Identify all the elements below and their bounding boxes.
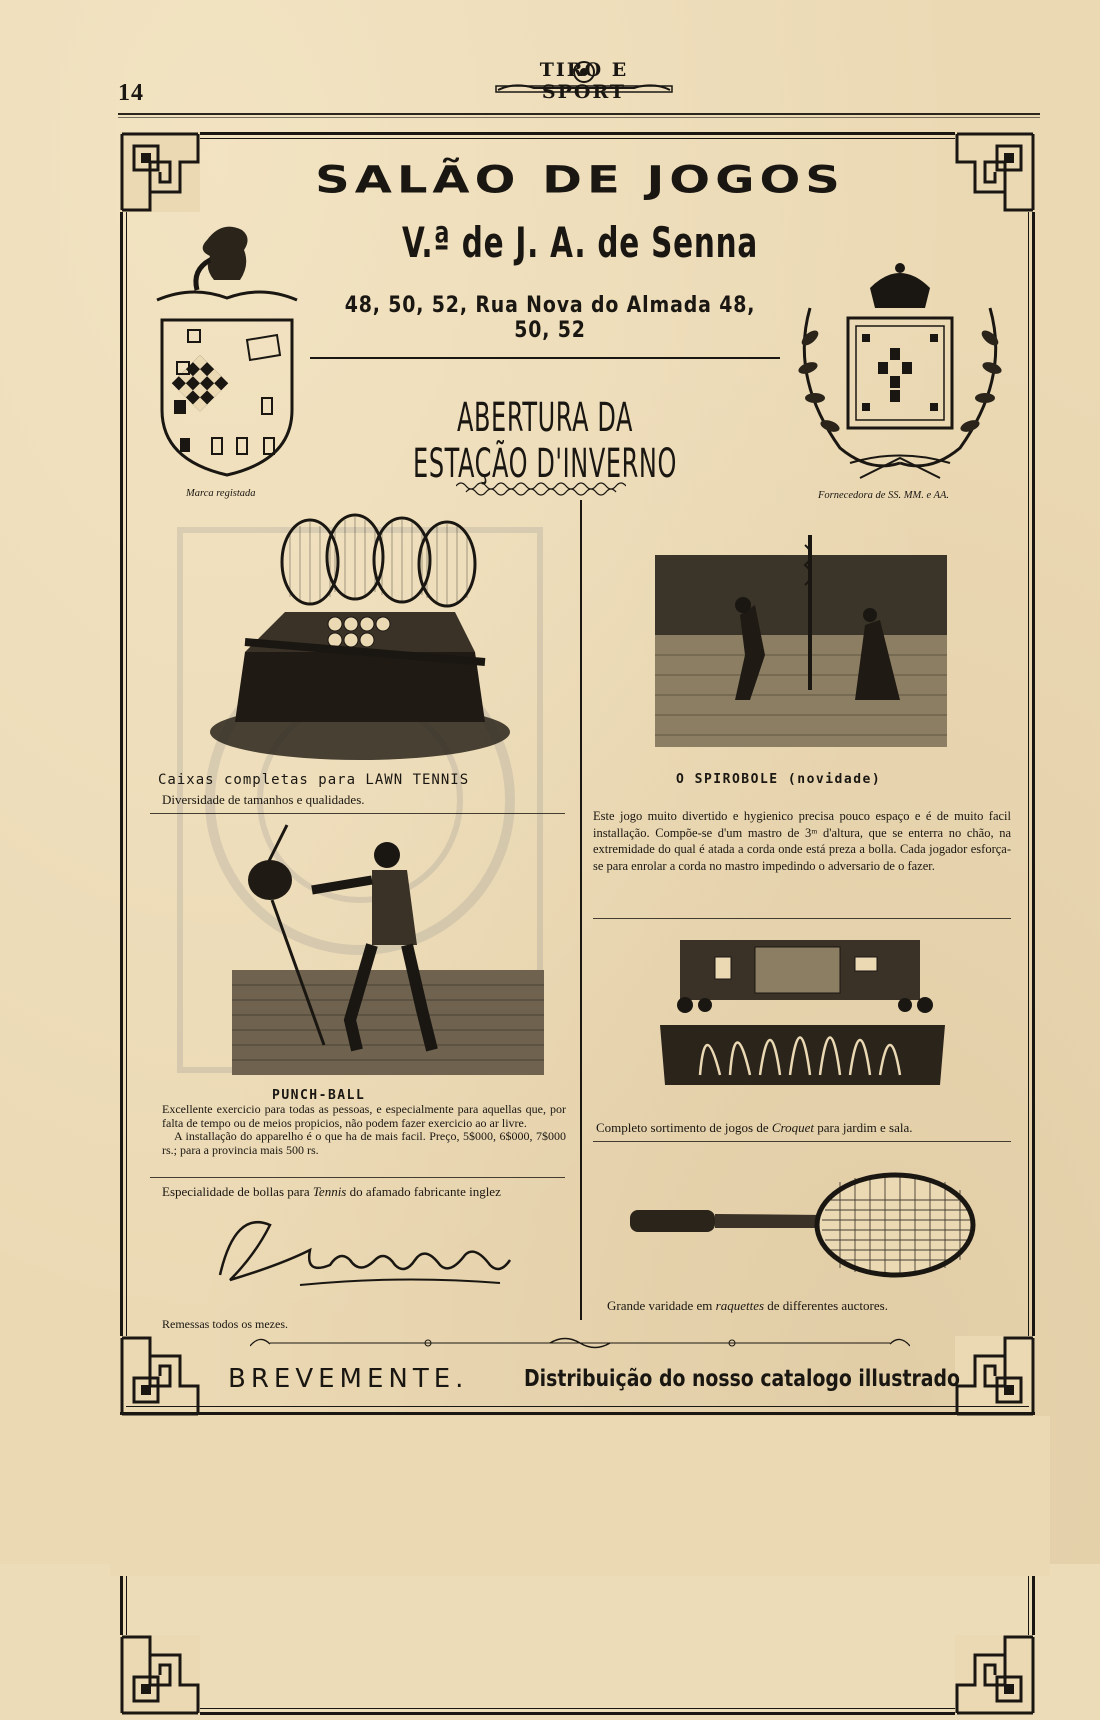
punch-ball-text-1: Excellente exercicio para todas as pessoas, e especialmente para aquellas que, por falta de tempo ou de meios propicios, não podem fazer exercicio ao ar livre. [162, 1102, 566, 1130]
corner-ornament-top-right [955, 132, 1035, 212]
racquets-suffix: de differentes auctores. [764, 1298, 888, 1313]
croquet-caption-prefix: Completo sortimento de jogos de [596, 1120, 772, 1135]
footer-ornament-rule [250, 1334, 910, 1352]
firm-name: V.ª de J. A. de Senna [401, 218, 759, 267]
croquet-caption [596, 1120, 913, 1136]
trademark-emblem [152, 220, 302, 480]
racquets-caption [607, 1298, 888, 1314]
spirobole-text: Este jogo muito divertido e hygienico precisa pouco espaço e é de muito facil installação. Compõe-se d'um mastro de 3ᵐ d'altura, que se enterra no chão, na extremidade do qual é atada a corda onde está preza a bolla. Cada jogador esforça-se para enrolar a corda no mastro impedindo o adversario de o fazer. [593, 809, 1011, 873]
tennis-balls-emphasis: Tennis [312, 1184, 347, 1199]
spirobole-description [593, 808, 1011, 874]
tennis-balls-suffix: do afamado fabricante inglez [346, 1184, 501, 1199]
tennis-balls-prefix: Especialidade de bollas para [162, 1184, 313, 1199]
header-rule-thin [118, 117, 1040, 118]
slazenger-signature [200, 1205, 520, 1300]
croquet-caption-emphasis: Croquet [771, 1120, 814, 1135]
shipping-note: Remessas todos os mezes. [162, 1317, 288, 1331]
spirobole-title: O SPIROBOLE (novidade) [676, 772, 882, 787]
headline-rule [310, 357, 780, 359]
punch-ball-text-2: A installação do apparelho é o que ha de mais facil. Preço, 5$000, 6$000, 7$000 rs.; para a provincia mais 500 rs. [162, 1129, 566, 1157]
tennis-balls-caption [162, 1184, 501, 1200]
racquets-prefix: Grande varidade em [607, 1298, 716, 1313]
separator-left-2 [150, 1177, 565, 1178]
advert-frame-bottom [120, 1412, 1035, 1415]
footer-catalogue-note: Distribuição do nosso catalogo illustrado [524, 1366, 960, 1392]
separator-right-1 [593, 918, 1011, 919]
masthead-logo [494, 52, 674, 103]
footer-announcement: BREVEMENTE. [228, 1364, 469, 1394]
wave-ornament [456, 480, 626, 498]
punch-ball-illustration [232, 820, 544, 1080]
punch-ball-title: PUNCH-BALL [272, 1088, 366, 1103]
croquet-set-illustration [660, 935, 945, 1095]
tennis-box-title: Caixas completas para LAWN TENNIS [158, 772, 470, 788]
advert-title: SALÃO DE JOGOS [315, 158, 845, 202]
racquets-emphasis: raquettes [715, 1298, 765, 1313]
page-number: 14 [118, 80, 144, 106]
corner-ornament-lower-right [955, 1336, 1035, 1416]
header-rule [118, 113, 1040, 115]
masthead-title: TIRO E SPORT [539, 59, 629, 103]
croquet-caption-suffix: para jardim e sala. [813, 1120, 913, 1135]
punch-ball-description [162, 1103, 566, 1157]
season-heading: ABERTURA DA ESTAÇÃO D'INVERNO [413, 395, 677, 487]
separator-right-2 [593, 1141, 1011, 1142]
page-lower-margin [110, 1416, 1050, 1576]
corner-ornament-top-left [120, 132, 200, 212]
corner-ornament-bottom-right [955, 1635, 1035, 1715]
corner-ornament-bottom-left [120, 1635, 200, 1715]
tennis-racquet-illustration [625, 1170, 980, 1282]
spirobole-illustration [655, 525, 947, 747]
advert-frame-bottom-inner [126, 1406, 1029, 1407]
trademark-caption: Marca registada [186, 488, 256, 499]
column-divider [580, 500, 582, 1320]
firm-address: 48, 50, 52, Rua Nova do Almada 48, 50, 52 [344, 293, 756, 343]
royal-supplier-caption: Fornecedora de SS. MM. e AA. [818, 490, 950, 501]
royal-arms-emblem [790, 258, 1010, 488]
corner-ornament-lower-left [120, 1336, 200, 1416]
tennis-box-illustration [205, 512, 515, 762]
tennis-box-subtitle: Diversidade de tamanhos e qualidades. [162, 792, 365, 807]
separator-left-1 [150, 813, 565, 814]
